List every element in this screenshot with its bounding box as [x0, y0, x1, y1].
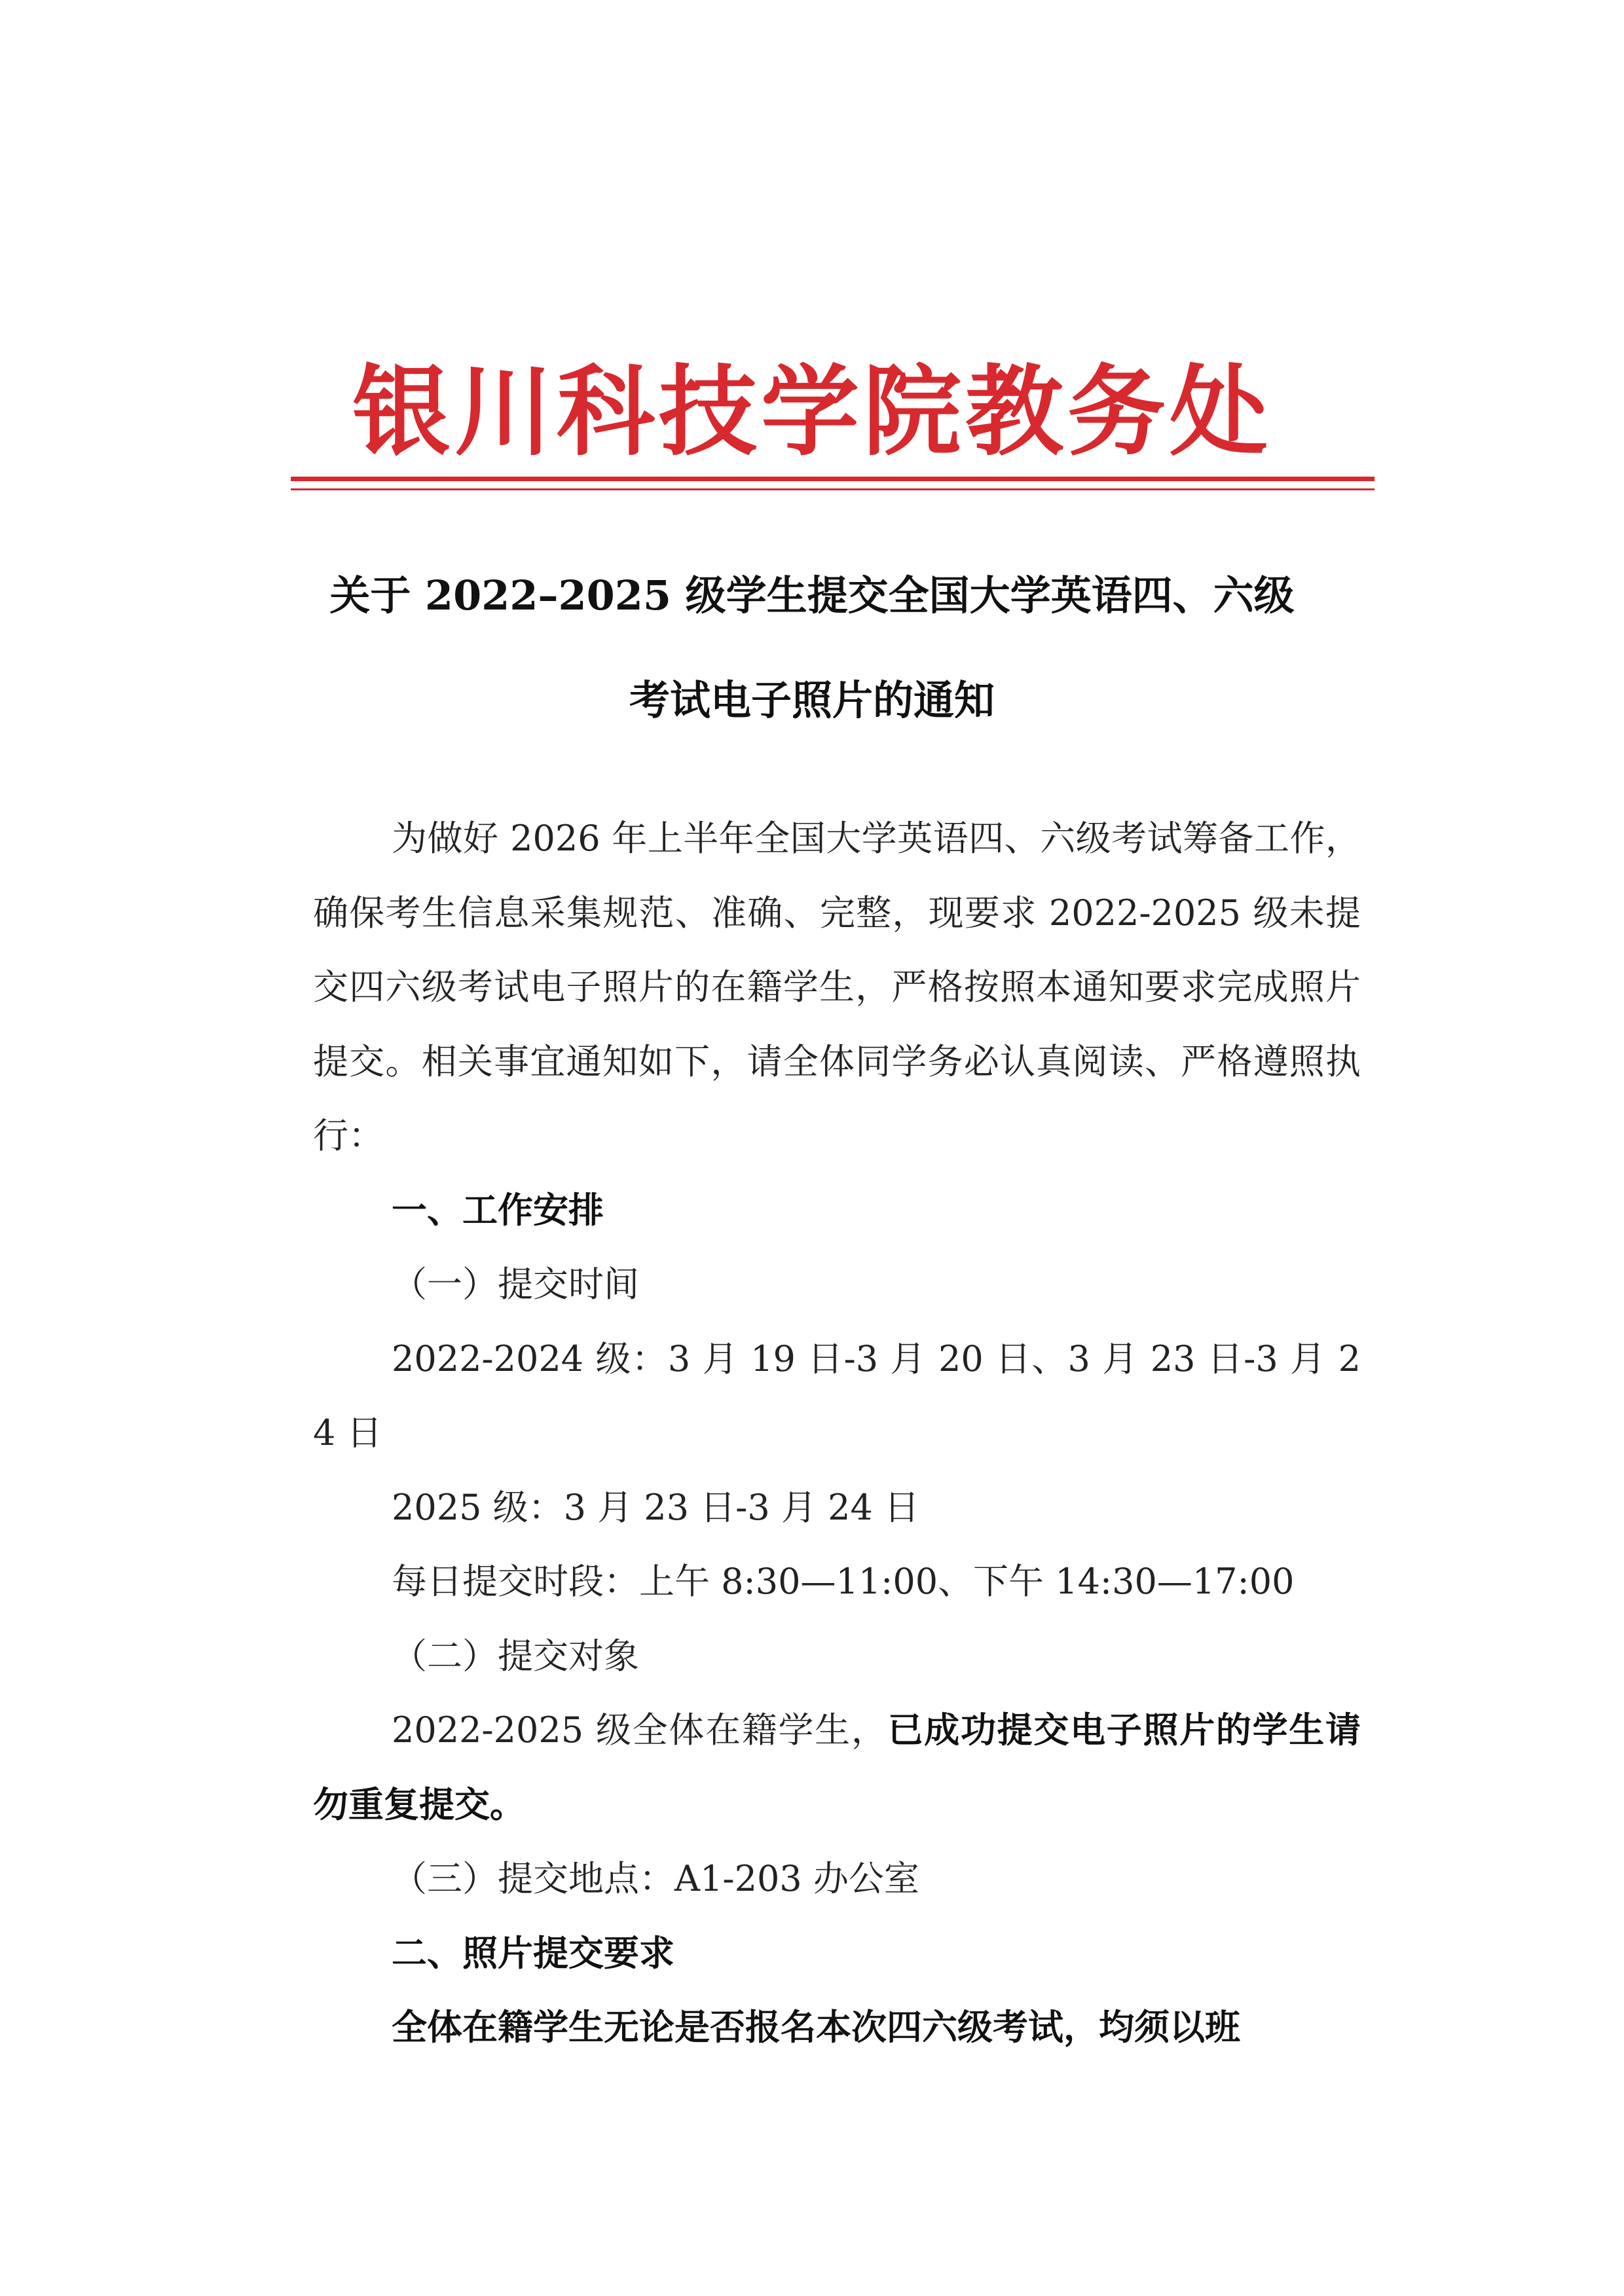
- target-paragraph: [313, 1693, 1361, 1842]
- time-2025: 2025 级：3 月 23 日-3 月 24 日: [392, 1486, 919, 1528]
- subheading-submit-target: （二）提交对象: [392, 1635, 639, 1677]
- section-heading-1: 一、工作安排: [392, 1188, 604, 1231]
- target-bold-text: 已成功提交电子照片的学生请勿重复提交。: [313, 1709, 1361, 1825]
- daily-hours: 每日提交时段：上午 8:30—11:00、下午 14:30—17:00: [392, 1561, 1295, 1602]
- notice-title-line-2: 考试电子照片的通知: [629, 676, 995, 724]
- target-normal-text: 2022-2025 级全体在籍学生，: [392, 1709, 888, 1751]
- time-2022-2024: 2022-2024 级：3 月 19 日-3 月 20 日、3 月 23 日-3 月 24 日: [313, 1338, 1361, 1453]
- intro-paragraph: 为做好 2026 年上半年全国大学英语四、六级考试筹备工作，确保考生信息采集规范、准确、完整，现要求 2022-2025 级未提交四六级考试电子照片的在籍学生，严格按照本通知要求完成照片提交。相关事宜通知如下，请全体同学务必认真阅读、严格遵照执行：: [313, 818, 1361, 1156]
- notice-body: [313, 801, 1361, 2065]
- subheading-submit-location: （三）提交地点：A1-203 办公室: [392, 1858, 919, 1899]
- section-2-text: 全体在籍学生无论是否报名本次四六级考试，均须以班: [392, 2006, 1240, 2048]
- masthead-rule-thick: [291, 477, 1375, 481]
- subheading-submit-time: （一）提交时间: [392, 1264, 639, 1305]
- notice-title-line-1: 关于 2022–2025 级学生提交全国大学英语四、六级: [329, 572, 1295, 619]
- masthead-rule-thin: [291, 488, 1375, 490]
- masthead-title: 银川科技学院教务处: [352, 355, 1272, 469]
- section-heading-2: 二、照片提交要求: [392, 1931, 674, 1974]
